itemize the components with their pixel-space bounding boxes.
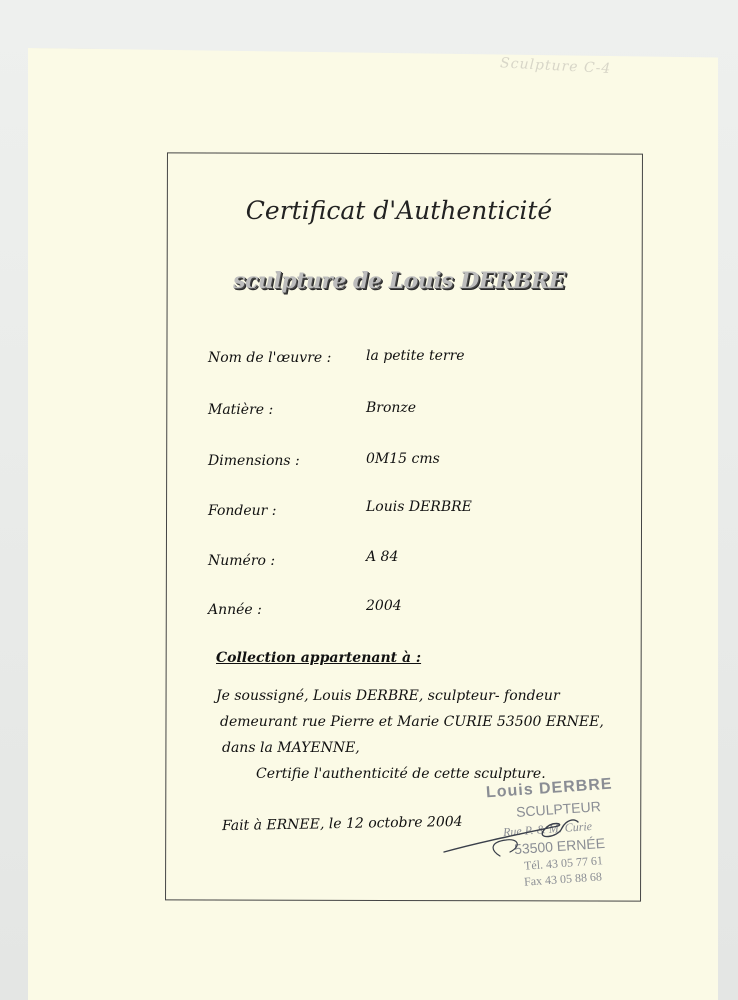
field-value-fondeur: Louis DERBRE xyxy=(366,499,472,515)
field-value-numero: A 84 xyxy=(366,549,399,565)
field-label-oeuvre: Nom de l'œuvre : xyxy=(208,350,332,366)
place-date: Fait à ERNEE, le 12 octobre 2004 xyxy=(221,813,463,835)
stamp-city: 53500 ERNÉE xyxy=(513,834,606,858)
pencil-note: Sculpture C-4 xyxy=(499,55,612,78)
stamp-street: Rue P. & M. Curie xyxy=(502,818,593,840)
handwritten-signature xyxy=(440,790,600,870)
statement-line-2: demeurant rue Pierre et Marie CURIE 53500 ERNEE, xyxy=(220,714,604,730)
statement-line-1: Je soussigné, Louis DERBRE, sculpteur- fondeur xyxy=(216,688,560,704)
field-label-dimensions: Dimensions : xyxy=(208,453,300,469)
certificate-title: Certificat d'Authenticité xyxy=(245,196,553,225)
stamp-name: Louis DERBRE xyxy=(485,775,614,802)
stamp-fax: Fax 43 05 88 68 xyxy=(523,869,603,889)
field-value-oeuvre: la petite terre xyxy=(366,348,465,364)
stamp-tel: Tél. 43 05 77 61 xyxy=(523,853,604,873)
field-value-annee: 2004 xyxy=(366,598,402,614)
field-label-matiere: Matière : xyxy=(208,402,274,418)
field-value-dimensions: 0M15 cms xyxy=(366,451,440,467)
field-label-fondeur: Fondeur : xyxy=(208,503,277,519)
field-label-annee: Année : xyxy=(208,602,262,618)
field-value-matiere: Bronze xyxy=(366,400,417,416)
statement-line-4: Certifie l'authenticité de cette sculpture. xyxy=(256,766,546,782)
certificate-subtitle: sculpture de Louis DERBRE xyxy=(233,268,565,294)
field-label-numero: Numéro : xyxy=(208,553,276,569)
stamp-profession: SCULPTEUR xyxy=(515,798,602,820)
collection-label: Collection appartenant à : xyxy=(216,650,422,666)
statement-line-3: dans la MAYENNE, xyxy=(222,740,360,756)
